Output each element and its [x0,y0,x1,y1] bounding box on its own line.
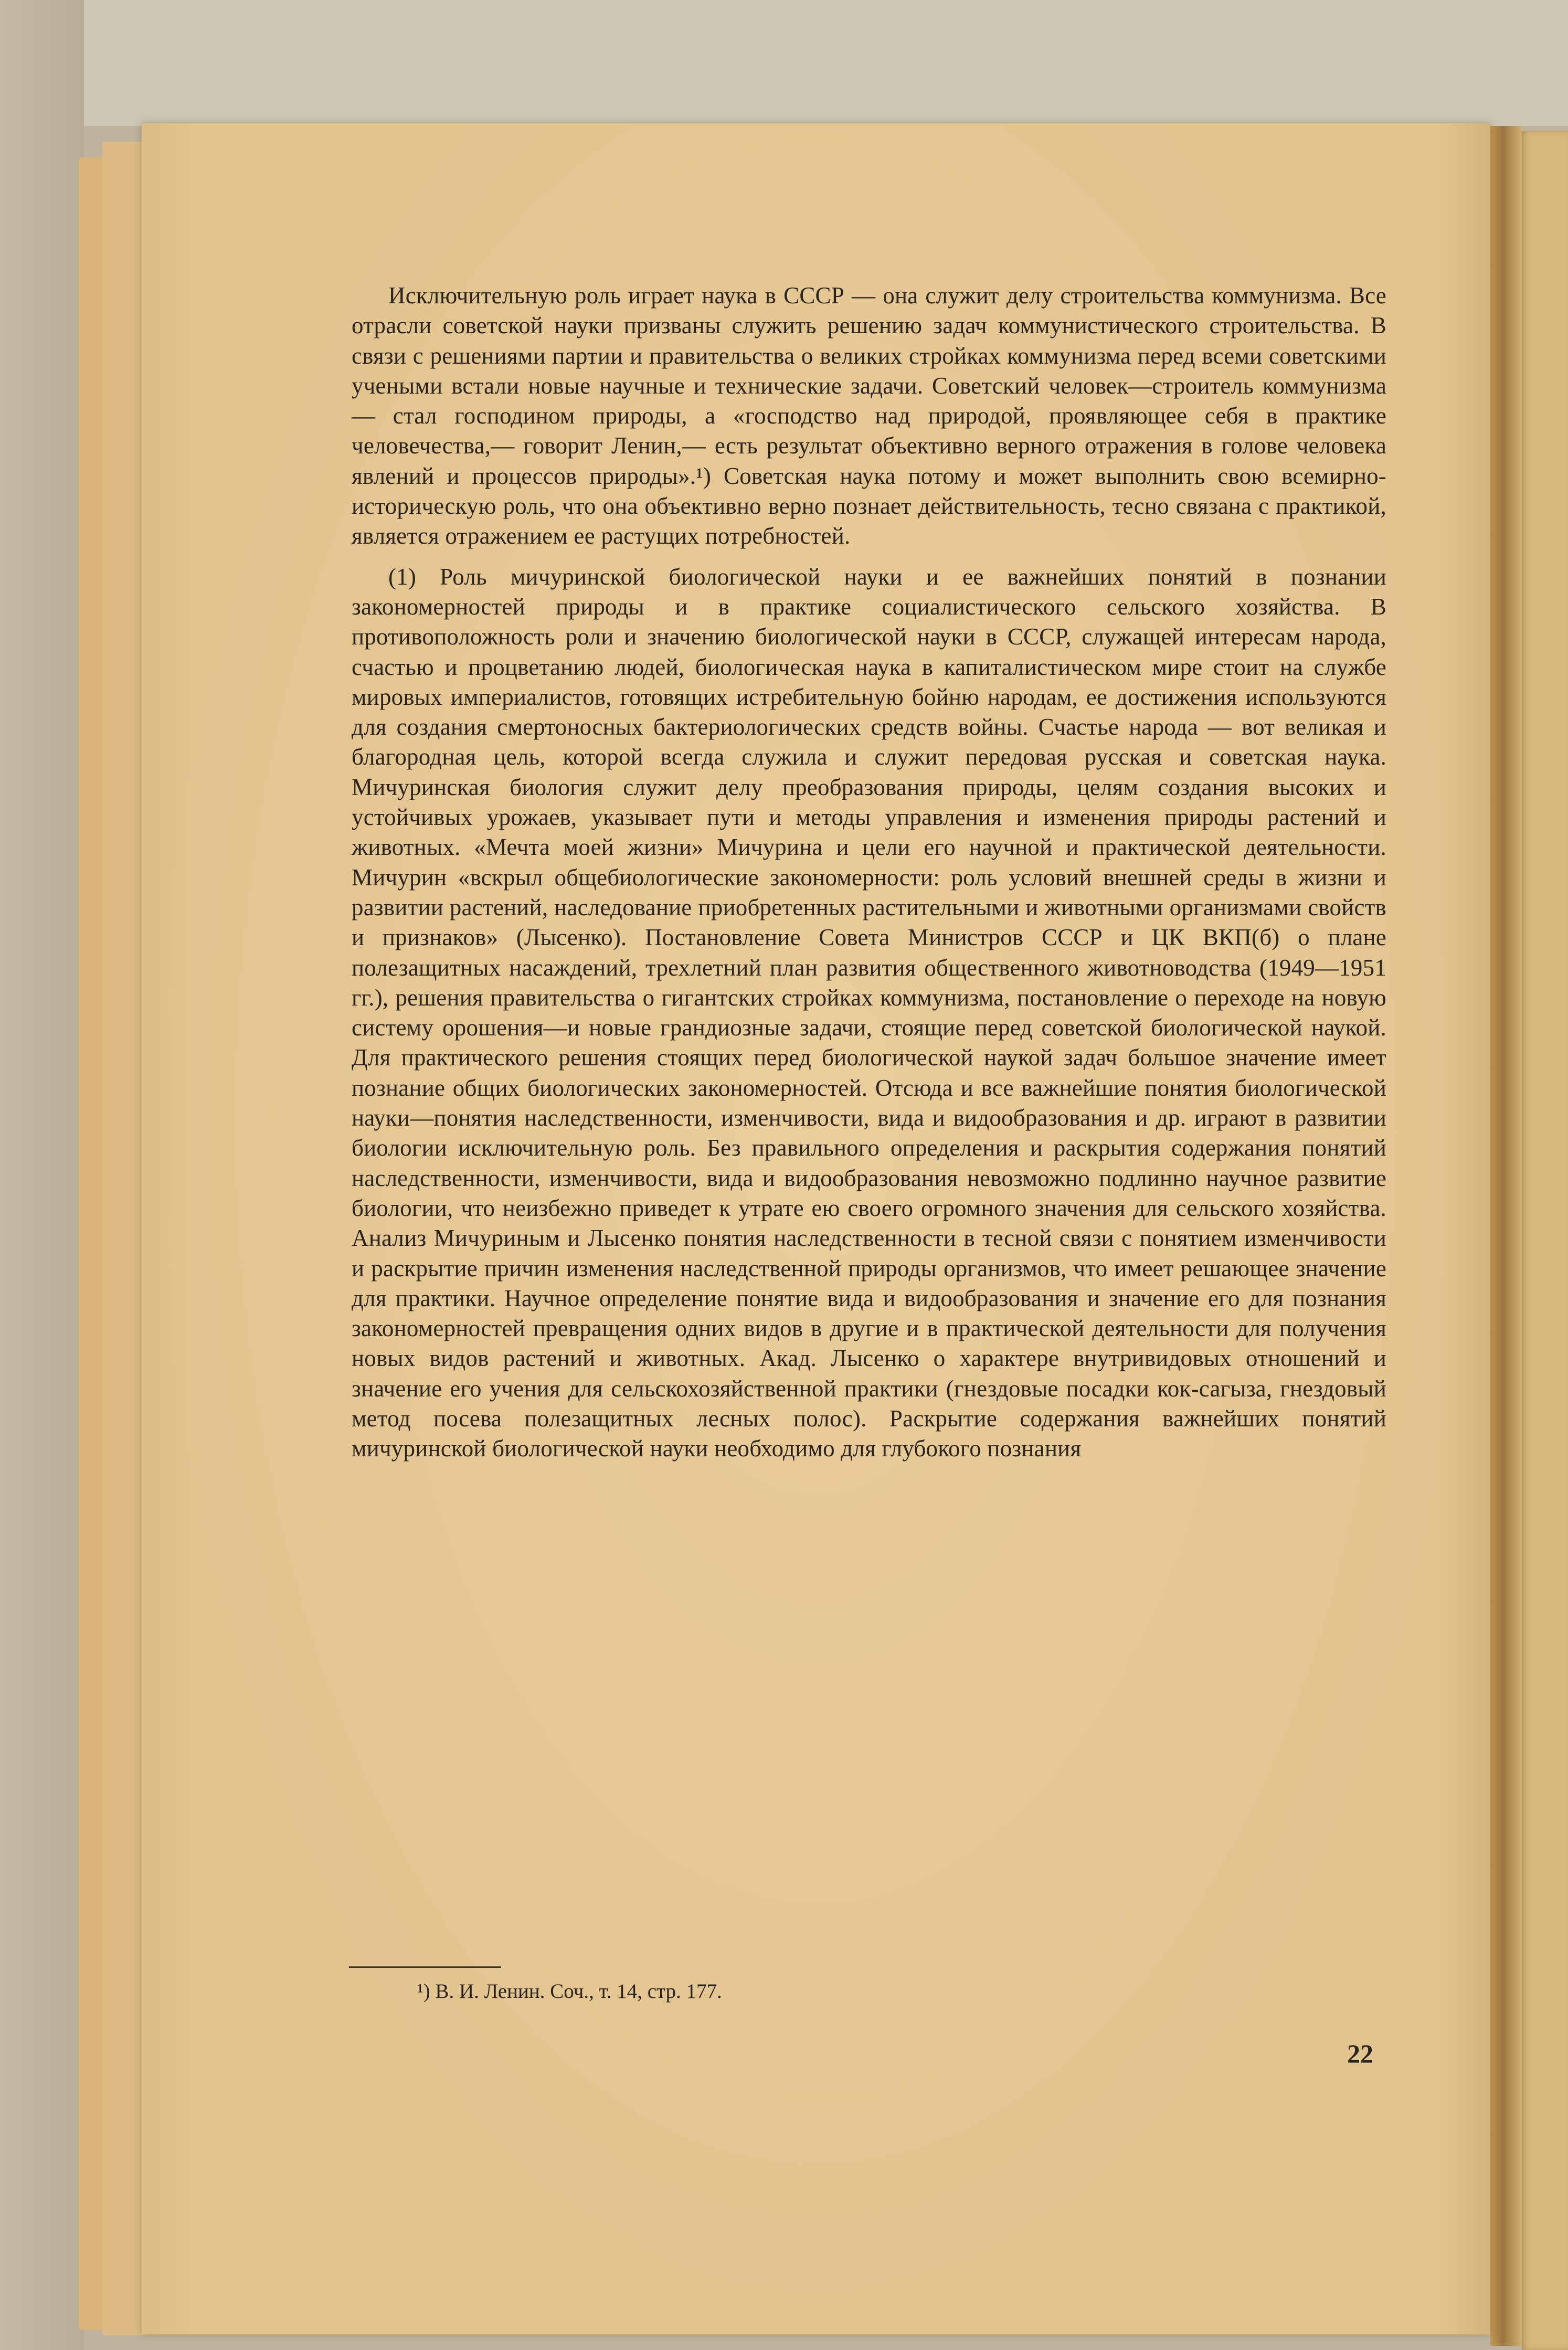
paragraph: (1) Роль мичуринской биологической науки и ее важнейших понятий в познании закономерностей природы и в практике социалистического сельского хозяйства. В противоположность роли и значению биологической науки в СССР, служащей интересам народа, счастью и процветанию людей, биологическая наука в капиталистическом мире стоит на службе мировых империалистов, готовящих истребительную бойню народам, ее достижения используются для создания смертоносных бактериологических средств войны. Счастье народа — вот великая и благородная цель, которой всегда служила и служит передовая русская и советская наука. Мичуринская биология служит делу преобразования природы, целям создания высоких и устойчивых урожаев, указывает пути и методы управления и изменения природы растений и животных. «Мечта моей жизни» Мичурина и цели его научной и практической деятельности. Мичурин «вскрыл общебиологические закономерности: роль условий внешней среды в жизни и развитии растений, наследование приобретенных растительными и животными организмами свойств и признаков» (Лысенко). Постановление Совета Министров СССР и ЦК ВКП(б) о плане полезащитных насаждений, трехлетний план развития общественного животноводства (1949—1951 гг.), решения правительства о гигантских стройках коммунизма, постановление о переходе на новую систему орошения—и новые грандиозные задачи, стоящие перед советской биологической наукой. Для практического решения стоящих перед биологической наукой задач большое значение имеет познание общих биологических закономерностей. Отсюда и все важнейшие понятия биологической науки—понятия наследственности, изменчивости, вида и видообразования и др. играют в развитии биологии исключительную роль. Без правильного определения и раскрытия содержания понятий наследственности, изменчивости, вида и видообразования невозможно подлинно научное развитие биологии, что неизбежно приведет к утрате ею своего огромного значения для сельского хозяйства. Анализ Мичуриным и Лысенко понятия наследственности в тесной связи с понятием изменчивости и раскрытие причин изменения наследственной природы организмов, что имеет решающее значение для практики. Научное определение понятие вида и видообразования и значение его для познания закономерностей превращения одних видов в другие и в практической деятельности для получения новых видов растений и животных. Акад. Лысенко о характере внутривидовых отношений и значение его учения для сельскохозяйственной практики (гнездовые посадки кок-сагыза, гнездовый метод посева полезащитных лесных полос). Раскрытие содержания важнейших понятий мичуринской биологической науки необходимо для глубокого познания [352,563,1386,1462]
page-number: 22 [1347,2039,1373,2068]
next-page-edge [1522,131,1568,2350]
background-top [0,0,1568,126]
footnote-divider [349,1966,501,1968]
paragraph: Исключительную роль играет наука в СССР — она служит делу строительства коммунизма. Все отрасли советской науки призваны служить решению задач коммунистического строительства. В связи с решениями партии и правительства о великих стройках коммунизма перед всеми советскими учеными встали новые научные и технические задачи. Советский человек—строитель коммунизма — стал господином природы, а «господство над природой, проявляющее себя в практике человечества,— говорит Ленин,— есть результат объективно верного отражения в голове человека явлений и процессов природы».¹) Советская наука потому и может выполнить свою всемирно-историческую роль, что она объективно верно познает действительность, тесно связана с практикой, является отражением ее растущих потребностей. [352,282,1386,549]
body-text [352,281,1386,1464]
background-left [0,0,84,2350]
book-spine [1490,126,1522,2346]
footnote: ¹) В. И. Ленин. Соч., т. 14, стр. 177. [417,1980,722,2003]
